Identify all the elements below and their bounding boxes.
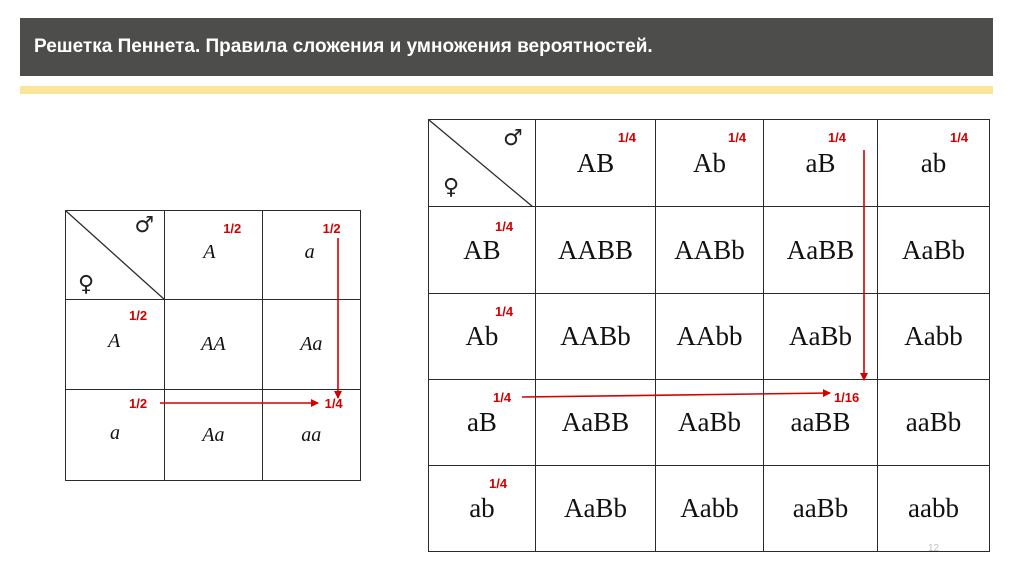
row-header-aB — [429, 380, 536, 466]
col-header-Ab — [656, 120, 764, 207]
male-symbol-icon: ♂ — [134, 213, 155, 238]
genotype-cell — [262, 390, 360, 481]
genotype-cell: AaBB — [535, 380, 655, 466]
genotype-label: aa — [301, 423, 322, 446]
allele-label: a — [304, 241, 315, 263]
genotype-cell: AABB — [535, 207, 655, 294]
gamete-probability: 1/2 — [129, 396, 148, 411]
title-bar — [20, 18, 993, 76]
dihybrid-punnett-square — [428, 119, 990, 552]
row-header-ab — [429, 466, 536, 552]
genotype-cell: AABb — [656, 207, 764, 294]
genotype-cell — [763, 380, 877, 466]
gamete-probability: 1/4 — [489, 476, 508, 491]
gamete-label: ab — [920, 147, 947, 178]
col-header-ab — [877, 120, 989, 207]
corner-cell — [429, 120, 536, 207]
genotype-cell: aaBb — [877, 380, 989, 466]
genotype-cell: AAbb — [656, 294, 764, 380]
col-header-AB — [535, 120, 655, 207]
page-number: 12 — [928, 543, 940, 554]
genotype-cell: AaBb — [656, 380, 764, 466]
corner-cell — [66, 211, 165, 300]
female-symbol-icon: ♀ — [443, 175, 460, 200]
genotype-cell: AaBb — [763, 294, 877, 380]
gamete-probability: 1/4 — [949, 130, 969, 145]
gamete-label: Ab — [692, 147, 726, 178]
result-probability: 1/16 — [833, 390, 860, 405]
slide-title: Решетка Пеннета. Правила сложения и умножения вероятностей. — [34, 36, 653, 57]
genotype-cell: AABb — [535, 294, 655, 380]
accent-divider — [20, 86, 993, 94]
col-header-a — [262, 211, 360, 300]
gamete-label: aB — [466, 407, 497, 437]
genotype-cell: AaBb — [877, 207, 989, 294]
gamete-probability: 1/4 — [495, 219, 514, 234]
row-header-a — [66, 390, 165, 481]
gamete-label: aB — [805, 147, 836, 178]
genotype-cell: Aa — [165, 390, 262, 481]
row-header-AB — [429, 207, 536, 294]
allele-label: a — [110, 422, 120, 444]
genotype-cell: aaBb — [763, 466, 877, 552]
male-symbol-icon: ♂ — [503, 126, 523, 151]
gamete-probability: 1/4 — [493, 390, 512, 405]
genotype-cell: Aabb — [656, 466, 764, 552]
gamete-label: ab — [469, 493, 495, 523]
genotype-cell: AA — [165, 300, 262, 390]
allele-label: A — [108, 330, 121, 352]
gamete-label: AB — [463, 234, 501, 265]
gamete-probability: 1/4 — [617, 130, 636, 145]
allele-label: A — [203, 241, 216, 263]
genotype-cell: Aabb — [877, 294, 989, 380]
gamete-probability: 1/2 — [129, 308, 148, 323]
gamete-probability: 1/2 — [322, 221, 341, 236]
genotype-cell: AaBB — [763, 207, 877, 294]
gamete-probability: 1/4 — [495, 304, 514, 319]
gamete-probability: 1/4 — [827, 130, 847, 145]
genotype-cell: aabb — [877, 466, 989, 552]
gamete-label: Ab — [465, 321, 499, 351]
genotype-label: aaBB — [790, 407, 851, 437]
col-header-aB — [763, 120, 877, 207]
row-header-Ab — [429, 294, 536, 380]
gamete-probability: 1/4 — [728, 130, 747, 145]
female-symbol-icon: ♀ — [78, 272, 95, 297]
monohybrid-punnett-square — [65, 210, 361, 481]
col-header-A — [165, 211, 262, 300]
row-header-A — [66, 300, 165, 390]
gamete-label: AB — [576, 147, 615, 178]
gamete-probability: 1/2 — [223, 221, 242, 236]
result-probability: 1/4 — [324, 396, 343, 411]
genotype-cell: AaBb — [535, 466, 655, 552]
genotype-cell: Aa — [262, 300, 360, 390]
